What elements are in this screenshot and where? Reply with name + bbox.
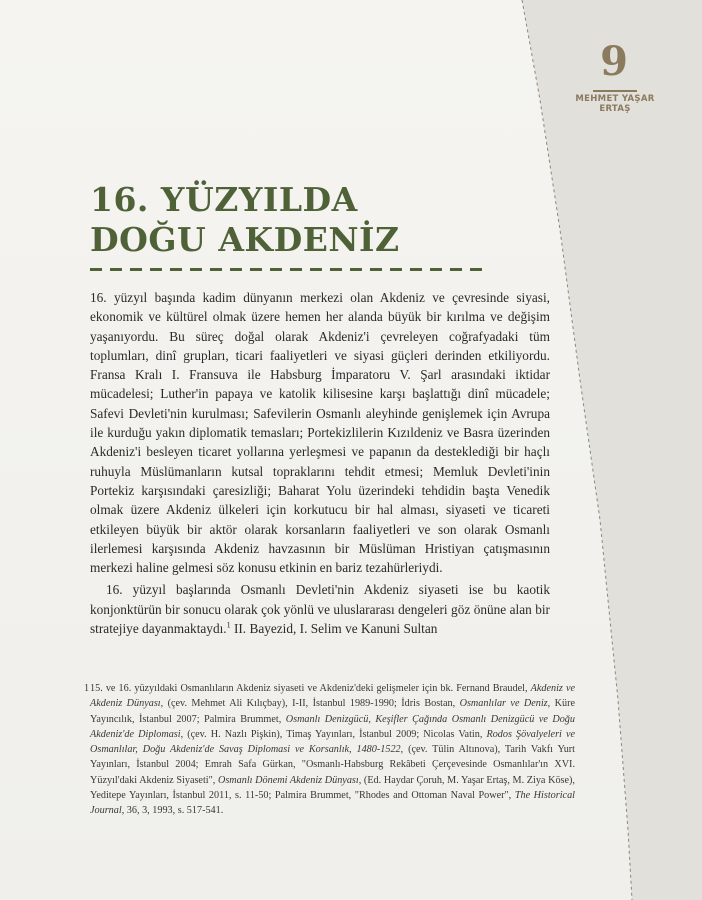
- footnote-segment: , 36, 3, 1993, s. 517-541.: [121, 805, 224, 817]
- chapter-title: [90, 180, 400, 260]
- paragraph-2: [90, 580, 550, 638]
- footnote-journal-title: The Historical Journal: [90, 790, 575, 817]
- paragraph-2-continuation: II. Bayezid, I. Selim ve Kanuni Sultan: [230, 621, 438, 637]
- footnote-book-title: Rodos Şövalyeleri ve Osmanlılar, Doğu Akdeniz'de Savaş Diplomasi ve Korsanlık, 1480-1522: [90, 728, 575, 756]
- title-dashed-rule: [90, 268, 490, 271]
- footnote-text: [90, 683, 575, 816]
- page-number: 9: [600, 38, 628, 85]
- footnote-segment: , (çev. Tülin Altınova), Tarih Vakfı Yurt Yayınları, İstanbul 2004; Emrah Safa Gürkan, "Osmanlı-Habsburg Rekâbeti Çerçevesinde Osmanlılar'ın XVI. Yüzyıl'daki Akdeniz Siyaseti",: [90, 744, 576, 786]
- footnote-segment: , (çev. H. Nazlı Pişkin), Timaş Yayınları, İstanbul 2009; Nicolas Vatin,: [180, 728, 487, 740]
- chapter-title-line-2: DOĞU AKDENİZ: [90, 220, 400, 259]
- body-text: [90, 288, 550, 638]
- footnote-segment: , (çev. Mehmet Ali Kılıçbay), I-II, İstanbul 1989-1990; İdris Bostan,: [160, 698, 460, 710]
- paragraph-2-text: 16. yüzyıl başlarında Osmanlı Devleti'nin Akdeniz siyaseti ise bu kaotik konjonktürün bir sonucu olarak çok yönlü ve uluslararası dengeleri göz önüne alan bir stratejiye dayanmaktaydı.: [90, 582, 550, 637]
- footnote: [84, 681, 576, 819]
- footnote-book-title: Osmanlı Dönemi Akdeniz Dünyası: [217, 774, 359, 786]
- footnote-number: 1: [84, 683, 90, 694]
- footnote-reference: 1: [226, 620, 231, 630]
- chapter-title-line-1: 16. YÜZYILDA: [90, 180, 358, 219]
- footnote-segment: 15. ve 16. yüzyıldaki Osmanlıların Akdeniz siyaseti ve Akdeniz'deki gelişmeler için bk. Fernand Braudel,: [90, 683, 531, 694]
- paragraph-1: 16. yüzyıl başında kadim dünyanın merkezi olan Akdeniz ve çevresinde siyasi, ekonomik ve kültürel olmak üzere hemen her alanda büyük bir kırılma ve değişim yaşanıyordu. Bu süreç doğal olarak Akdeniz'i çevreleyen coğrafyadaki tüm toplumları, dinî grupları, ticari faaliyetleri ve siyasi güçleri derinden etkiliyordu. Fransa Kralı I. Fransuva ile Habsburg İmparatoru V. Şarl arasındaki iktidar mücadelesi; Luther'in papaya ve katolik kilisesine karşı başlattığı dinî mücadele; Safevi Devleti'nin kurulması; Safevilerin Osmanlı aleyhinde genişlemek için Avrupa ile kurduğu yakın diplomatik temasları; Portekizlilerin Kızıldeniz ve Basra üzerinden Akdeniz'i besleyen ticaret yollarına yerleşmesi ve papanın da desteklediği bir haçlı ruhuyla Müslümanların kutsal topraklarını tehdit etmesi; Memluk Devleti'inin Portekiz karşısındaki çaresizliği; Baharat Yolu üzerindeki tehdidin başta Venedik olmak üzere Akdeniz ülkeleri için korkutucu bir hal alması, siyaseti ve ticareti etkileyen büyük bir aktör olarak korsanların faaliyetleri ve son olarak Osmanlı ilerlemesi karşısında Akdeniz havzasının bir Müslüman Hristiyan çatışmasının merkezi haline gelmesi söz konusu etkinin en bariz tezahürleriydi.: [90, 290, 550, 576]
- footnote-book-title: Osmanlı Denizgücü, Keşifler Çağında Osmanlı Denizgücü ve Doğu Akdeniz'de Diplomasi: [90, 713, 575, 740]
- footnote-book-title: Akdeniz ve Akdeniz Dünyası: [90, 683, 575, 710]
- footnote-book-title: Osmanlılar ve Deniz: [459, 698, 548, 710]
- page-number-rule: [593, 90, 637, 92]
- footnote-segment: , Küre Yayıncılık, İstanbul 2007; Palmira Brummet,: [90, 698, 575, 725]
- author-name: MEHMET YAŞAR ERTAŞ: [575, 94, 655, 114]
- footnote-segment: , (Ed. Haydar Çoruh, M. Yaşar Ertaş, M. Ziya Köse), Yeditepe Yayınları, İstanbul 2011, s. 11-50; Palmira Brummet, "Rhodes and Ottoman Naval Power",: [90, 774, 575, 802]
